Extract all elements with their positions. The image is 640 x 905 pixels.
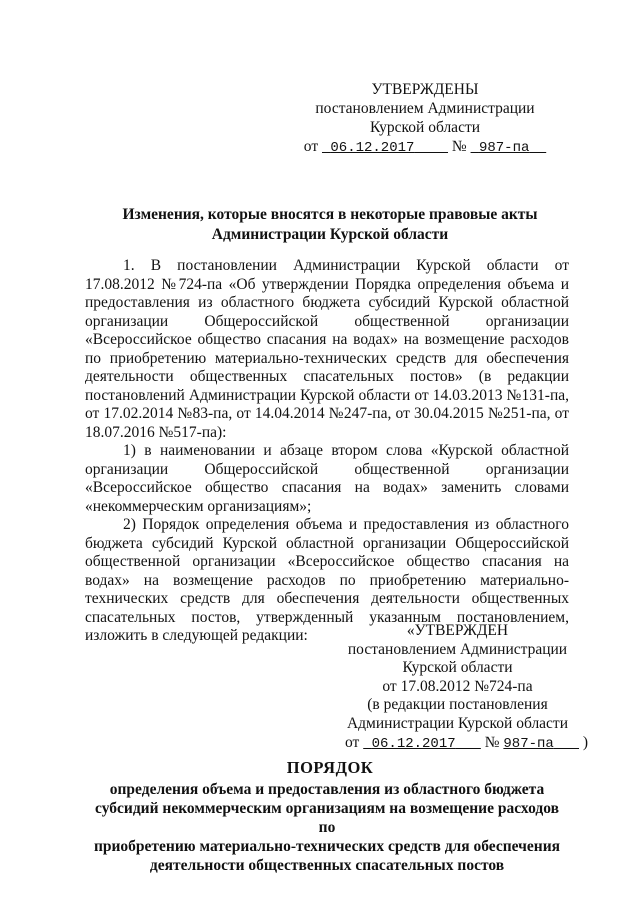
order-subtitle-line-2: субсидий некоммерческим организациям на возмещение расходов по xyxy=(95,800,559,836)
approval2-number-prefix: № xyxy=(484,733,500,751)
approval-date-prefix: от xyxy=(303,138,319,155)
approval2-line-4: (в редакции постановления xyxy=(367,696,548,714)
document-title-line-1: Изменения, которые вносятся в некоторые правовые акты xyxy=(122,206,538,223)
paragraph-3: 2) Порядок определения объема и предоставления из областного бюджета субсидий Курской областной организации Общероссийской общественной организации «Всероссийское общество спасания на водах» на возмещение расходов по приобретению материально-технических средств для обеспечения деятельности общественных спасательных постов, утвержденный указанным постановлением, изложить в следующей редакции: xyxy=(85,516,569,644)
approval-date-line xyxy=(300,137,550,158)
approval2-line-1: постановлением Администрации xyxy=(347,640,568,658)
approval2-date: 06.12.2017 xyxy=(371,735,456,752)
order-subtitle-line-3: приобретению материально-технических средств для обеспечения xyxy=(93,838,561,855)
approval-heading: УТВЕРЖДЕНЫ xyxy=(371,81,479,98)
document-body xyxy=(85,257,569,646)
order-subtitle-line-4: деятельности общественных спасательных постов xyxy=(149,857,505,874)
document-title-line-2: Администрации Курской области xyxy=(211,226,449,243)
approval2-line-5: Администрации Курской области xyxy=(346,714,569,732)
approval2-heading: «УТВЕРЖДЕН xyxy=(406,622,509,639)
approval2-closing: ) xyxy=(582,733,589,751)
document-title xyxy=(60,205,600,245)
order-subtitle-line-1: определения объема и предоставления из областного бюджета xyxy=(109,781,545,798)
approval2-line-3: от 17.08.2012 №724-па xyxy=(382,677,533,695)
order-title: ПОРЯДОК xyxy=(286,758,374,777)
approval-stamp xyxy=(300,80,550,158)
approval-number-prefix: № xyxy=(451,138,467,155)
approval2-number: 987-па xyxy=(503,735,554,752)
paragraph-1: 1. В постановлении Администрации Курской области от 17.08.2012 №724-па «Об утверждении Порядка определения объема и предоставления из областного бюджета субсидий Курской областной организации Общероссийской общественной организации «Всероссийское общество спасания на водах» на возмещение расходов по приобретению материально-технических средств для обеспечения деятельности общественных спасательных постов» (в редакции постановлений Администрации Курской области от 14.03.2013 №131-па, от 17.02.2014 №83-па, от 14.04.2014 №247-па, от 30.04.2015 №251-па, от 18.07.2016 №517-па): xyxy=(85,257,569,441)
approval-line-2: Курской области xyxy=(369,119,481,136)
approval-stamp-2 xyxy=(345,622,589,753)
paragraph-2: 1) в наименовании и абзаце втором слова «Курской областной организации Общероссийской общественной организации «Всероссийское общество спасания на водах» заменить словами «некоммерческим организациям»; xyxy=(85,442,569,515)
approval2-date-prefix: от xyxy=(345,733,360,751)
approval-line-1: постановлением Администрации xyxy=(315,100,535,117)
order-subtitle xyxy=(85,780,569,875)
approval-date: 06.12.2017 xyxy=(330,140,415,156)
approval2-date-line xyxy=(345,733,589,754)
approval-number: 987-па xyxy=(478,140,530,156)
approval2-line-2: Курской области xyxy=(402,659,513,677)
